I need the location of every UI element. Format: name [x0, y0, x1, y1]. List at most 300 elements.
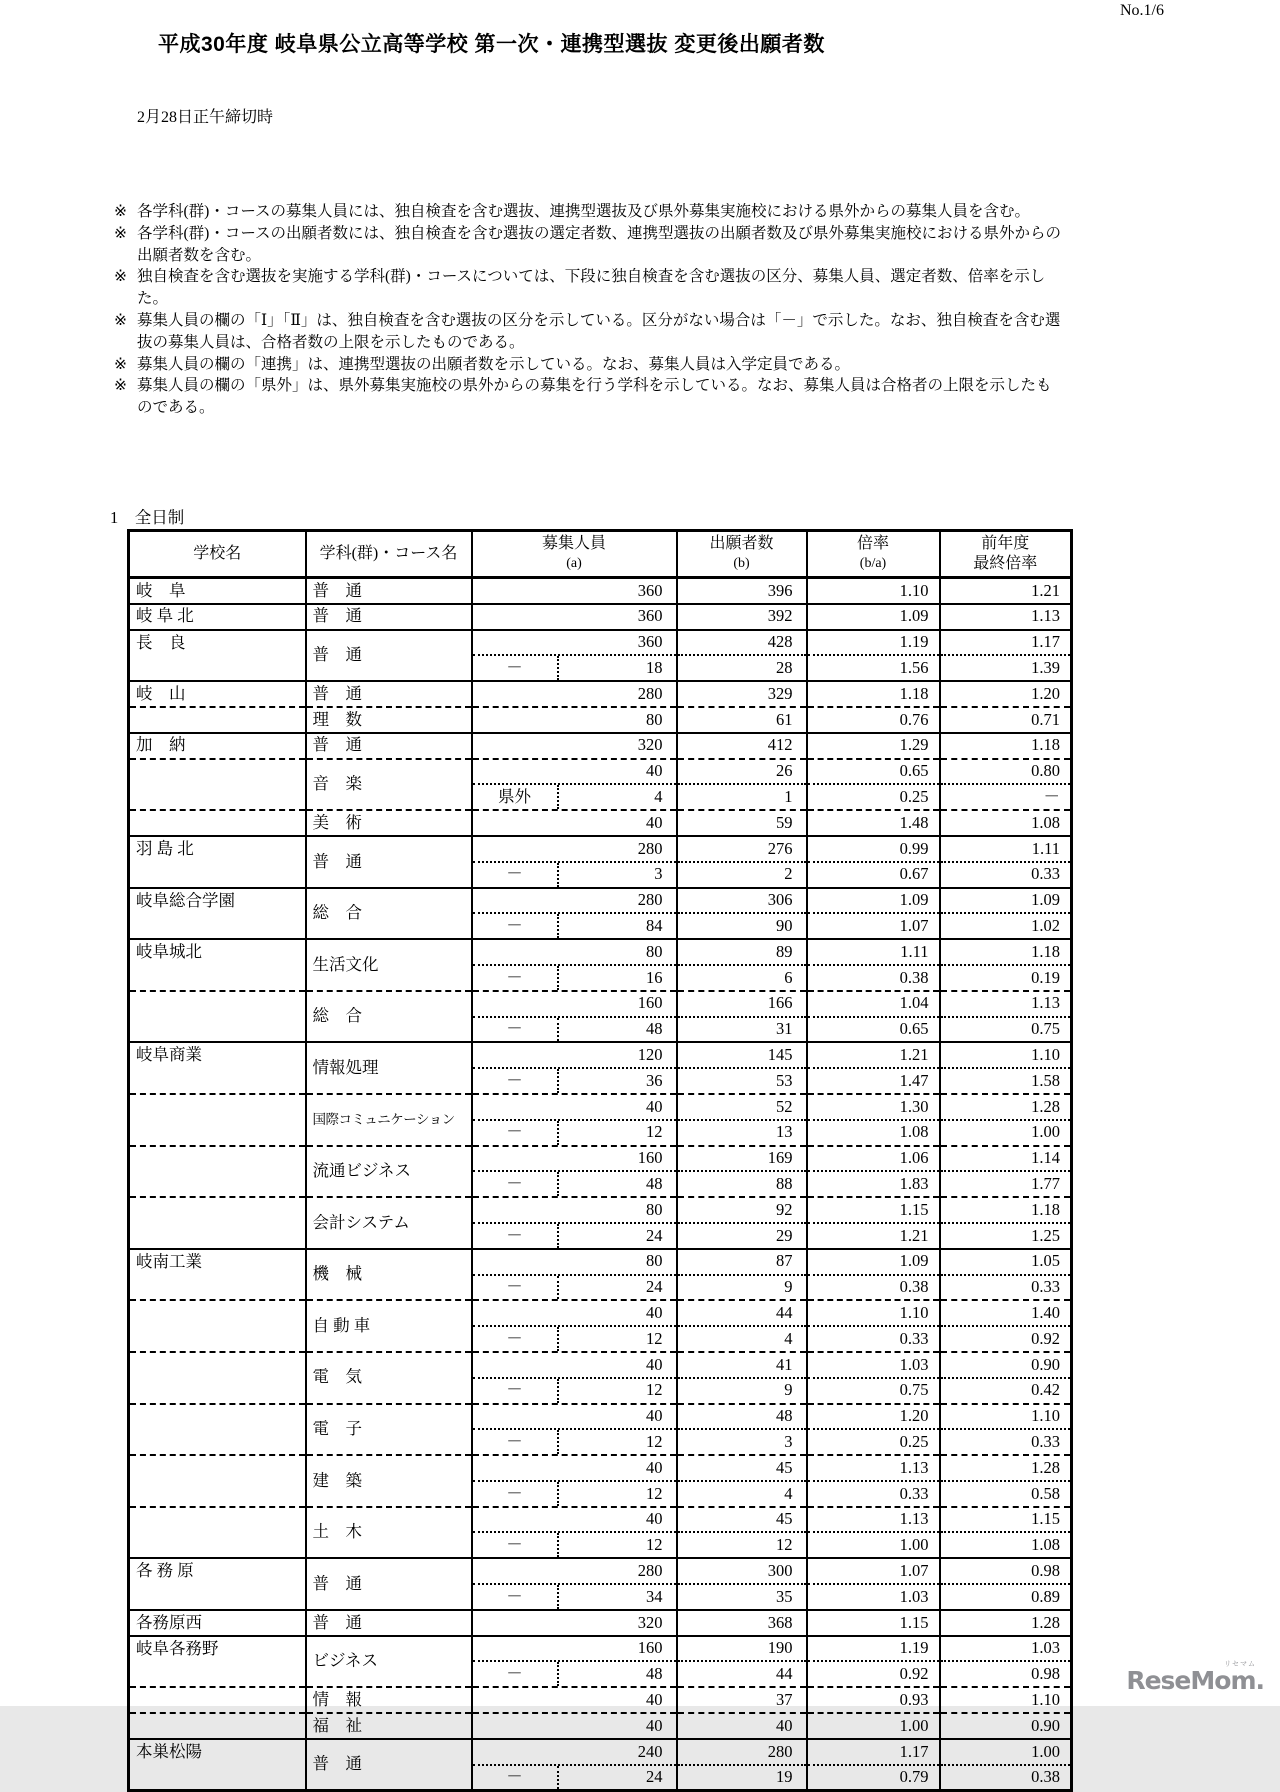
school-name-cell — [129, 1326, 306, 1352]
applicants-cell: 53 — [677, 1068, 807, 1094]
header-ratio — [807, 531, 940, 578]
capacity-value: 18 — [646, 658, 663, 678]
school-name-cell — [129, 1532, 306, 1558]
note-item — [114, 223, 1066, 267]
ratio-cell: 1.83 — [807, 1171, 940, 1197]
school-name-cell: 加 納 — [129, 733, 306, 759]
capacity-cell-inner — [473, 1688, 676, 1712]
note-text: 独自検査を含む選抜を実施する学科(群)・コースについては、下段に独自検査を含む選抜の区分、募集人員、選定者数、倍率を示した。 — [137, 268, 1046, 308]
prev-ratio-cell: 0.90 — [940, 1352, 1072, 1378]
prev-ratio-cell: 1.18 — [940, 733, 1072, 759]
capacity-value: 12 — [646, 1328, 663, 1348]
school-name-cell — [129, 1017, 306, 1043]
capacity-value: 24 — [646, 1767, 663, 1787]
capacity-cell-inner — [473, 1018, 676, 1042]
selection-type-label: － — [473, 1224, 559, 1248]
applicants-cell: 9 — [677, 1378, 807, 1404]
capacity-cell — [472, 913, 677, 939]
applicants-cell: 9 — [677, 1275, 807, 1301]
capacity-value: 80 — [646, 709, 663, 729]
prev-ratio-cell: 0.42 — [940, 1378, 1072, 1404]
prev-ratio-cell: 0.58 — [940, 1481, 1072, 1507]
prev-ratio-cell: 1.02 — [940, 913, 1072, 939]
prev-ratio-cell: 1.14 — [940, 1146, 1072, 1172]
course-name-cell: 情報処理 — [306, 1042, 472, 1094]
table-row — [129, 1404, 1072, 1430]
table-row — [129, 1687, 1072, 1713]
header-applicants-sub: (b) — [733, 556, 750, 571]
capacity-value: 320 — [637, 1612, 663, 1632]
capacity-cell-inner — [473, 1456, 676, 1480]
prev-ratio-cell: 1.28 — [940, 1455, 1072, 1481]
school-name-cell: 各 務 原 — [129, 1558, 306, 1584]
capacity-cell — [472, 1068, 677, 1094]
table-row — [129, 1094, 1072, 1120]
prev-ratio-cell: 1.13 — [940, 991, 1072, 1017]
capacity-cell — [472, 1687, 677, 1713]
capacity-cell-inner — [473, 1482, 676, 1506]
school-name-cell — [129, 1661, 306, 1687]
applicants-cell: 396 — [677, 578, 807, 604]
header-row — [129, 531, 1072, 578]
note-marker: ※ — [114, 311, 127, 329]
table-row — [129, 784, 1072, 810]
capacity-cell-inner — [473, 1405, 676, 1429]
table-row — [129, 1661, 1072, 1687]
capacity-cell — [472, 1249, 677, 1275]
page-title: 平成30年度 岐阜県公立高等学校 第一次・連携型選抜 変更後出願者数 — [158, 33, 825, 56]
ratio-cell: 0.99 — [807, 836, 940, 862]
capacity-cell-inner — [473, 1353, 676, 1377]
capacity-value: 160 — [637, 1148, 663, 1168]
capacity-cell — [472, 1197, 677, 1223]
school-name-cell: 長 良 — [129, 630, 306, 656]
capacity-value: 160 — [637, 993, 663, 1013]
course-name-cell: 理 数 — [306, 707, 472, 733]
ratio-cell: 0.79 — [807, 1765, 940, 1791]
table-row — [129, 1197, 1072, 1223]
table-row — [129, 1481, 1072, 1507]
table-row — [129, 1223, 1072, 1249]
school-name-cell: 岐南工業 — [129, 1249, 306, 1275]
prev-ratio-cell: 1.08 — [940, 1532, 1072, 1558]
selection-type-label: 県外 — [473, 785, 559, 809]
capacity-cell — [472, 1352, 677, 1378]
school-name-cell — [129, 655, 306, 681]
prev-ratio-cell: 1.28 — [940, 1610, 1072, 1636]
capacity-value: 120 — [637, 1044, 663, 1064]
course-name-cell: 総 合 — [306, 888, 472, 940]
school-name-cell — [129, 1507, 306, 1533]
resemom-logo-ruby: リセマム — [1224, 1660, 1256, 1668]
school-name-cell — [129, 707, 306, 733]
capacity-cell-inner — [473, 656, 676, 680]
table-row — [129, 939, 1072, 965]
ratio-cell: 1.08 — [807, 1120, 940, 1146]
capacity-cell-inner — [473, 1121, 676, 1145]
capacity-value: 12 — [646, 1380, 663, 1400]
ratio-cell: 1.03 — [807, 1352, 940, 1378]
selection-type-label: － — [473, 914, 559, 938]
capacity-cell — [472, 836, 677, 862]
course-name-cell: 普 通 — [306, 578, 472, 604]
capacity-cell — [472, 1532, 677, 1558]
table-row — [129, 1017, 1072, 1043]
capacity-cell — [472, 1765, 677, 1791]
capacity-cell — [472, 1042, 677, 1068]
capacity-cell-inner — [473, 1327, 676, 1351]
table-row — [129, 655, 1072, 681]
course-name-cell: 美 術 — [306, 810, 472, 836]
ratio-cell: 1.18 — [807, 681, 940, 707]
ratio-cell: 1.09 — [807, 1249, 940, 1275]
ratio-cell: 1.09 — [807, 604, 940, 630]
capacity-value: 80 — [646, 941, 663, 961]
capacity-cell-inner — [473, 889, 676, 913]
ratio-cell: 1.10 — [807, 578, 940, 604]
school-name-cell — [129, 1352, 306, 1378]
note-text: 各学科(群)・コースの募集人員には、独自検査を含む選抜、連携型選抜及び県外募集実施校における県外からの募集人員を含む。 — [137, 203, 1031, 220]
capacity-cell — [472, 965, 677, 991]
applicants-cell: 1 — [677, 784, 807, 810]
capacity-cell — [472, 681, 677, 707]
capacity-value: 40 — [646, 1457, 663, 1477]
capacity-cell-inner — [473, 811, 676, 835]
course-name-cell: 普 通 — [306, 1558, 472, 1610]
prev-ratio-cell: 0.98 — [940, 1558, 1072, 1584]
prev-ratio-cell: 1.13 — [940, 604, 1072, 630]
ratio-cell: 1.56 — [807, 655, 940, 681]
table-row — [129, 707, 1072, 733]
capacity-cell-inner — [473, 940, 676, 964]
applicants-cell: 48 — [677, 1404, 807, 1430]
capacity-cell — [472, 1378, 677, 1404]
capacity-cell — [472, 1507, 677, 1533]
school-name-cell — [129, 862, 306, 888]
capacity-cell-inner — [473, 1224, 676, 1248]
selection-type-label: － — [473, 1172, 559, 1196]
capacity-cell — [472, 1636, 677, 1662]
capacity-value: 360 — [637, 580, 663, 600]
school-name-cell — [129, 1223, 306, 1249]
capacity-cell — [472, 733, 677, 759]
capacity-cell — [472, 939, 677, 965]
applicants-cell: 29 — [677, 1223, 807, 1249]
prev-ratio-cell: 0.71 — [940, 707, 1072, 733]
applicants-cell: 276 — [677, 836, 807, 862]
ratio-cell: 0.76 — [807, 707, 940, 733]
capacity-cell — [472, 604, 677, 630]
capacity-value: 40 — [646, 1096, 663, 1116]
selection-type-label: － — [473, 1069, 559, 1093]
capacity-value: 24 — [646, 1225, 663, 1245]
applicants-cell: 2 — [677, 862, 807, 888]
table-row — [129, 1765, 1072, 1791]
capacity-cell — [472, 1610, 677, 1636]
applicants-cell: 3 — [677, 1429, 807, 1455]
applicants-cell: 4 — [677, 1481, 807, 1507]
school-name-cell — [129, 991, 306, 1017]
capacity-cell — [472, 1429, 677, 1455]
table-row — [129, 1455, 1072, 1481]
school-name-cell — [129, 1765, 306, 1791]
ratio-cell: 0.65 — [807, 759, 940, 785]
selection-type-label: － — [473, 656, 559, 680]
applicants-cell: 4 — [677, 1326, 807, 1352]
capacity-cell-inner — [473, 914, 676, 938]
prev-ratio-cell: 1.18 — [940, 1197, 1072, 1223]
capacity-cell — [472, 759, 677, 785]
table-row — [129, 578, 1072, 604]
table-row — [129, 810, 1072, 836]
page-number: No.1/6 — [1120, 2, 1164, 19]
capacity-value: 40 — [646, 1715, 663, 1735]
capacity-cell — [472, 1584, 677, 1610]
ratio-cell: 0.33 — [807, 1326, 940, 1352]
table-row — [129, 1068, 1072, 1094]
applicants-cell: 368 — [677, 1610, 807, 1636]
capacity-cell — [472, 1223, 677, 1249]
applicants-cell: 6 — [677, 965, 807, 991]
selection-type-label: － — [473, 1533, 559, 1557]
applicants-cell: 412 — [677, 733, 807, 759]
course-name-cell: 普 通 — [306, 1739, 472, 1791]
school-name-cell: 本巣松陽 — [129, 1739, 306, 1765]
capacity-cell — [472, 1146, 677, 1172]
ratio-cell: 1.13 — [807, 1455, 940, 1481]
applicants-cell: 45 — [677, 1507, 807, 1533]
course-name-cell: 会計システム — [306, 1197, 472, 1249]
note-marker: ※ — [114, 224, 127, 242]
deadline-note: 2月28日正午締切時 — [137, 109, 274, 126]
ratio-cell: 1.07 — [807, 913, 940, 939]
prev-ratio-cell: 1.77 — [940, 1171, 1072, 1197]
capacity-cell-inner — [473, 760, 676, 784]
capacity-cell-inner — [473, 1250, 676, 1274]
prev-ratio-cell: 0.38 — [940, 1765, 1072, 1791]
capacity-cell-inner — [473, 1043, 676, 1067]
table-row — [129, 888, 1072, 914]
capacity-cell — [472, 1326, 677, 1352]
ratio-cell: 0.67 — [807, 862, 940, 888]
capacity-cell — [472, 1094, 677, 1120]
capacity-value: 40 — [646, 1509, 663, 1529]
header-capacity-label: 募集人員 — [541, 535, 606, 552]
header-ratio-sub: (b/a) — [859, 556, 887, 571]
capacity-cell — [472, 655, 677, 681]
ratio-cell: 0.38 — [807, 965, 940, 991]
course-name-cell: 電 気 — [306, 1352, 472, 1404]
capacity-cell — [472, 1300, 677, 1326]
applicants-cell: 280 — [677, 1739, 807, 1765]
capacity-cell — [472, 784, 677, 810]
capacity-cell-inner — [473, 1069, 676, 1093]
header-capacity-sub: (a) — [566, 556, 582, 571]
ratio-cell: 0.33 — [807, 1481, 940, 1507]
table-row — [129, 1249, 1072, 1275]
capacity-cell — [472, 1713, 677, 1739]
table-row — [129, 1558, 1072, 1584]
school-name-cell: 岐阜各務野 — [129, 1636, 306, 1662]
ratio-cell: 0.75 — [807, 1378, 940, 1404]
prev-ratio-cell: 0.98 — [940, 1661, 1072, 1687]
table-row — [129, 1120, 1072, 1146]
header-prev-line2: 最終倍率 — [973, 555, 1038, 572]
table-row — [129, 1352, 1072, 1378]
school-name-cell: 岐阜商業 — [129, 1042, 306, 1068]
note-marker: ※ — [114, 203, 127, 220]
ratio-cell: 0.38 — [807, 1275, 940, 1301]
course-name-cell: 情 報 — [306, 1687, 472, 1713]
prev-ratio-cell: 1.20 — [940, 681, 1072, 707]
applicants-table-wrap — [127, 529, 1073, 1792]
note-item — [114, 310, 1066, 354]
capacity-cell — [472, 630, 677, 656]
course-name-cell: 普 通 — [306, 604, 472, 630]
prev-ratio-cell: 0.19 — [940, 965, 1072, 991]
applicants-cell: 41 — [677, 1352, 807, 1378]
applicants-cell: 90 — [677, 913, 807, 939]
applicants-cell: 89 — [677, 939, 807, 965]
school-name-cell: 岐 阜 北 — [129, 604, 306, 630]
capacity-cell — [472, 1275, 677, 1301]
capacity-cell-inner — [473, 1533, 676, 1557]
capacity-value: 80 — [646, 1199, 663, 1219]
table-row — [129, 1146, 1072, 1172]
school-name-cell: 岐 山 — [129, 681, 306, 707]
header-prev-ratio — [940, 531, 1072, 578]
prev-ratio-cell: 1.05 — [940, 1249, 1072, 1275]
prev-ratio-cell: 1.00 — [940, 1120, 1072, 1146]
selection-type-label: － — [473, 1379, 559, 1403]
capacity-value: 40 — [646, 1302, 663, 1322]
capacity-cell — [472, 888, 677, 914]
school-name-cell — [129, 913, 306, 939]
capacity-cell-inner — [473, 1611, 676, 1635]
applicants-cell: 28 — [677, 655, 807, 681]
ratio-cell: 1.07 — [807, 1558, 940, 1584]
selection-type-label: － — [473, 966, 559, 990]
selection-type-label: － — [473, 1276, 559, 1300]
ratio-cell: 0.92 — [807, 1661, 940, 1687]
capacity-cell-inner — [473, 1766, 676, 1790]
applicants-cell: 12 — [677, 1532, 807, 1558]
applicants-cell: 306 — [677, 888, 807, 914]
school-name-cell — [129, 1481, 306, 1507]
table-row — [129, 1378, 1072, 1404]
applicants-cell: 392 — [677, 604, 807, 630]
header-capacity — [472, 531, 677, 578]
applicants-cell: 190 — [677, 1636, 807, 1662]
school-name-cell — [129, 1429, 306, 1455]
applicants-cell: 59 — [677, 810, 807, 836]
prev-ratio-cell: 0.89 — [940, 1584, 1072, 1610]
prev-ratio-cell: 0.33 — [940, 1429, 1072, 1455]
table-row — [129, 759, 1072, 785]
ratio-cell: 1.47 — [807, 1068, 940, 1094]
capacity-value: 40 — [646, 1689, 663, 1709]
prev-ratio-cell: 1.39 — [940, 655, 1072, 681]
capacity-cell — [472, 707, 677, 733]
school-name-cell — [129, 1120, 306, 1146]
capacity-cell — [472, 1739, 677, 1765]
ratio-cell: 1.04 — [807, 991, 940, 1017]
ratio-cell: 1.19 — [807, 630, 940, 656]
selection-type-label: － — [473, 1662, 559, 1686]
capacity-cell — [472, 1404, 677, 1430]
ratio-cell: 0.65 — [807, 1017, 940, 1043]
capacity-value: 80 — [646, 1251, 663, 1271]
table-row — [129, 681, 1072, 707]
school-name-cell — [129, 1094, 306, 1120]
course-name-cell: 総 合 — [306, 991, 472, 1043]
school-name-cell — [129, 784, 306, 810]
school-name-cell — [129, 759, 306, 785]
capacity-cell-inner — [473, 1430, 676, 1454]
capacity-value: 12 — [646, 1431, 663, 1451]
course-name-cell: 土 木 — [306, 1507, 472, 1559]
school-name-cell — [129, 1404, 306, 1430]
table-body — [129, 578, 1072, 1791]
capacity-cell — [472, 810, 677, 836]
applicants-cell: 37 — [677, 1687, 807, 1713]
course-name-cell: 普 通 — [306, 1610, 472, 1636]
applicants-cell: 88 — [677, 1171, 807, 1197]
capacity-value: 280 — [637, 683, 663, 703]
prev-ratio-cell: 1.09 — [940, 888, 1072, 914]
capacity-value: 3 — [654, 864, 663, 884]
applicants-cell: 45 — [677, 1455, 807, 1481]
ratio-cell: 1.00 — [807, 1532, 940, 1558]
capacity-value: 48 — [646, 1019, 663, 1039]
table-row — [129, 1300, 1072, 1326]
capacity-cell — [472, 1481, 677, 1507]
header-applicants — [677, 531, 807, 578]
prev-ratio-cell: 0.90 — [940, 1713, 1072, 1739]
note-marker: ※ — [114, 377, 127, 395]
ratio-cell: 1.21 — [807, 1223, 940, 1249]
prev-ratio-cell: 1.00 — [940, 1739, 1072, 1765]
ratio-cell: 1.10 — [807, 1300, 940, 1326]
prev-ratio-cell: 1.18 — [940, 939, 1072, 965]
capacity-cell — [472, 1661, 677, 1687]
prev-ratio-cell: 1.08 — [940, 810, 1072, 836]
capacity-cell-inner — [473, 992, 676, 1016]
capacity-cell-inner — [473, 1714, 676, 1738]
course-name-cell: 福 祉 — [306, 1713, 472, 1739]
course-name-cell: 音 楽 — [306, 759, 472, 811]
prev-ratio-cell: 0.33 — [940, 862, 1072, 888]
capacity-cell-inner — [473, 682, 676, 706]
capacity-cell-inner — [473, 1559, 676, 1583]
ratio-cell: 0.25 — [807, 1429, 940, 1455]
school-name-cell: 岐阜城北 — [129, 939, 306, 965]
course-name-cell: 自 動 車 — [306, 1300, 472, 1352]
capacity-cell-inner — [473, 708, 676, 732]
ratio-cell: 1.15 — [807, 1610, 940, 1636]
school-name-cell: 羽 島 北 — [129, 836, 306, 862]
school-name-cell — [129, 1687, 306, 1713]
school-name-cell — [129, 1713, 306, 1739]
prev-ratio-cell: 1.11 — [940, 836, 1072, 862]
capacity-value: 40 — [646, 812, 663, 832]
capacity-value: 320 — [637, 735, 663, 755]
ratio-cell: 1.13 — [807, 1507, 940, 1533]
ratio-cell: 1.29 — [807, 733, 940, 759]
capacity-value: 240 — [637, 1741, 663, 1761]
table-row — [129, 1636, 1072, 1662]
capacity-cell-inner — [473, 1301, 676, 1325]
